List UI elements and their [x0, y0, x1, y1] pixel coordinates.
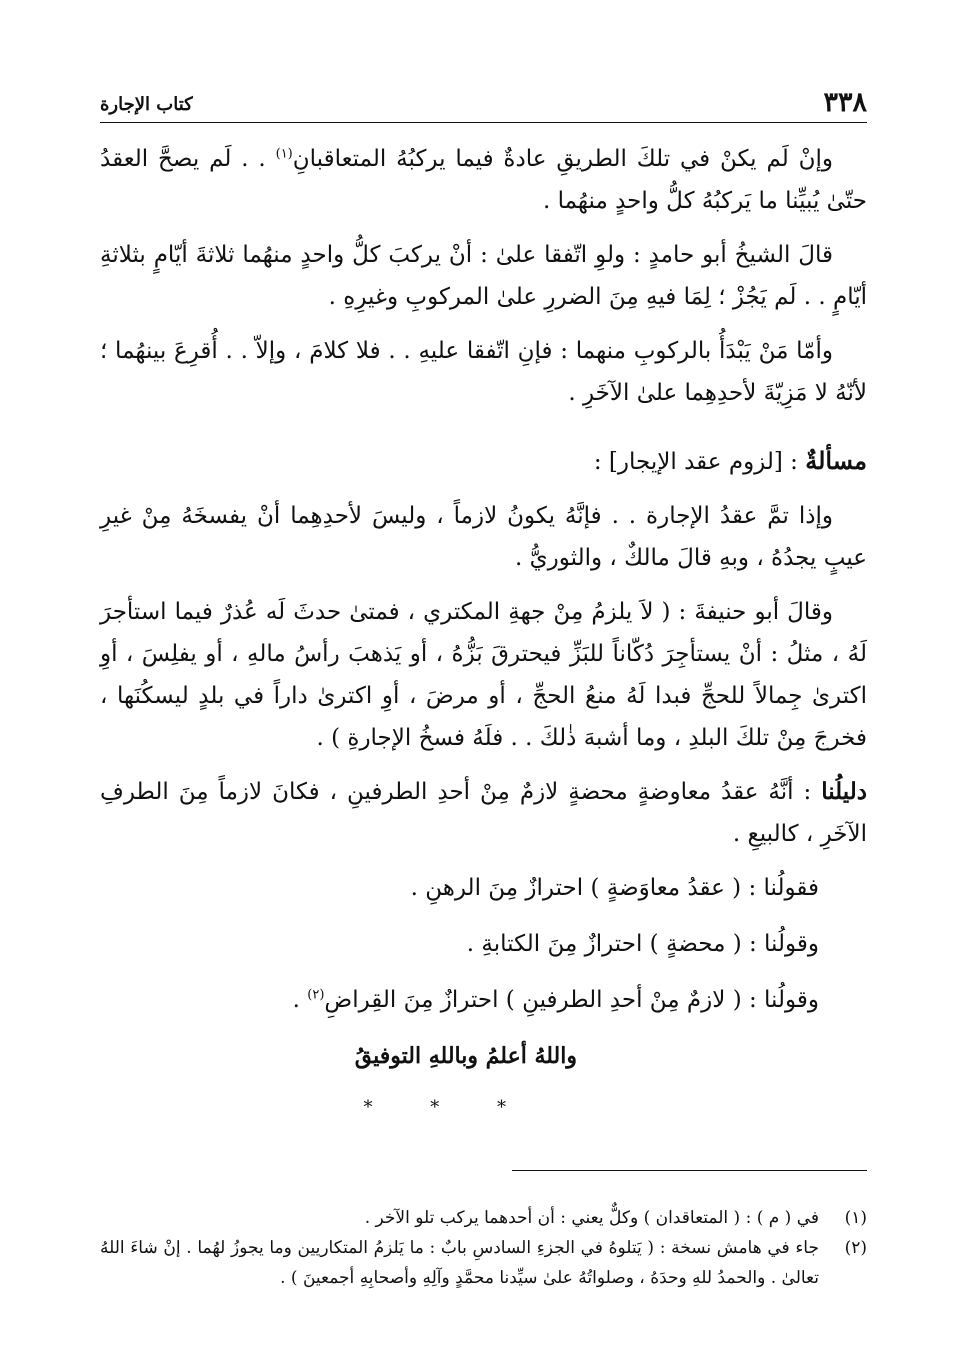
paragraph-abu-hamid: قالَ الشيخُ أبو حامدٍ : ولوِ اتّفقا علىٰ : أنْ يركبَ كلُّ واحدٍ منهُما ثلاثةَ أيّامٍ بثلاثةِ أيّامٍ . . لَم يَجُزْ ؛ لِمَا فيهِ مِنَ الضررِ علىٰ المركوبِ وغيرِهِ . [100, 242, 867, 310]
page-number: ٣٣٨ [823, 87, 867, 118]
footnote-number: (٢) [844, 1238, 867, 1258]
clause-exchange: فقولُنا : ( عقدُ معاوَضةٍ ) احترازٌ مِنَ الرهنِ . [410, 875, 819, 901]
footnote-number: (١) [844, 1208, 867, 1228]
footnote-ref-1[interactable]: (١) [275, 146, 293, 162]
footnote-text: في ( م ) : ( المتعاقدان ) وكلٌّ يعني : أن أحدهما يركب تلو الآخر . [364, 1208, 819, 1228]
section-divider-stars: * * * [363, 1097, 532, 1118]
paragraph-abu-hanifa: وقالَ أبو حنيفةَ : ( لاَ يلزمُ مِنْ جهةِ المكتري ، فمتىٰ حدثَ لَه عُذرٌ فيما استأجرَ لَهُ ، مثلُ : أنْ يستأجِرَ دُكّاناً للبَزِّ فيحترقَ بَزُّهُ ، أو يَذهبَ رأسُ مالهِ ، أو يفلِسَ ، أوِ اكترىٰ جِمالاً للحجِّ فبدا لَهُ منعُ الحجِّ ، أو مرضَ ، أوِ اكترىٰ داراً في بلدٍ ليسكُنَها ، فخرجَ مِنْ تلكَ البلدِ ، وما أشبهَ ذٰلكَ . . فلَهُ فسخُ الإجارةِ ) . [100, 599, 867, 751]
clause-binding [100, 979, 867, 1021]
footnote-separator [512, 1170, 867, 1171]
paragraph-who-rides-first: وأمّا مَنْ يَبْدَأُ بالركوبِ منهما : فإنِ اتّفقا عليهِ . . فلا كلامَ ، وإلاّ . . أُقرِعَ بينهُما ؛ لأنّهُ لا مَزِيّةَ لأحدِهِما علىٰ الآخَرِ . [100, 338, 867, 406]
paragraph-evidence [100, 771, 867, 855]
footnote-1 [100, 1203, 867, 1233]
paragraph-text-tail: . . لَم يصحَّ العقدُ حتّىٰ يُبيِّنا ما يَركبُهُ كلُّ واحدٍ منهُما . [100, 146, 867, 214]
heading-title: : [لزوم عقد الإيجار] : [593, 449, 806, 475]
closing-formula: واللهُ أعلمُ وباللهِ التوفيقُ [354, 1043, 577, 1069]
footnote-2 [100, 1233, 867, 1293]
evidence-lead: دليلُنا [821, 778, 867, 805]
footnote-text: جاء في هامش نسخة : ( يَتلوهُ في الجزءِ السادسِ بابٌ : ما يَلزمُ المتكاريين وما يجوزُ لهُما . إنْ شاءَ اللهُ تعالىٰ . والحمدُ للهِ وحدَهُ ، وصلواتُهُ علىٰ سيِّدنا محمَّدٍ وآلِهِ وأصحابِهِ أجمعينَ ) . [100, 1238, 819, 1288]
page-body [100, 138, 867, 1129]
footnote-ref-2[interactable]: (٢) [307, 987, 325, 1003]
heading-word: مسألةٌ [805, 446, 867, 475]
paragraph-riding-custom [100, 138, 867, 222]
page-header [100, 88, 867, 123]
clause-pure: وقولُنا : ( محضةٍ ) احترازٌ مِنَ الكتابةِ . [466, 931, 819, 957]
paragraph-binding-contract: وإذا تمَّ عقدُ الإجارة . . فإنَّهُ يكونُ لازماً ، وليسَ لأحدِهِما أنْ يفسخَهُ مِنْ غيرِ عيبٍ يجدُهُ ، وبهِ قالَ مالكٌ ، والثوريُّ . [100, 503, 867, 571]
running-title: كتاب الإجارة [100, 94, 193, 115]
paragraph-text: وإنْ لَم يكنْ في تلكَ الطريقِ عادةٌ فيما يركبُهُ المتعاقبانِ [292, 146, 833, 172]
evidence-text: : أنَّهُ عقدُ معاوضةٍ محضةٍ لازمٌ مِنْ أحدِ الطرفينِ ، فكانَ لازماً مِنَ الطرفِ الآخَرِ ، كالبيعِ . [100, 779, 867, 847]
footnotes [100, 1203, 867, 1293]
clause-text: وقولُنا : ( لازمٌ مِنْ أحدِ الطرفينِ ) احترازٌ مِنَ القِراضِ [324, 987, 819, 1013]
clause-text-tail: . [292, 987, 308, 1013]
section-heading [100, 440, 867, 483]
